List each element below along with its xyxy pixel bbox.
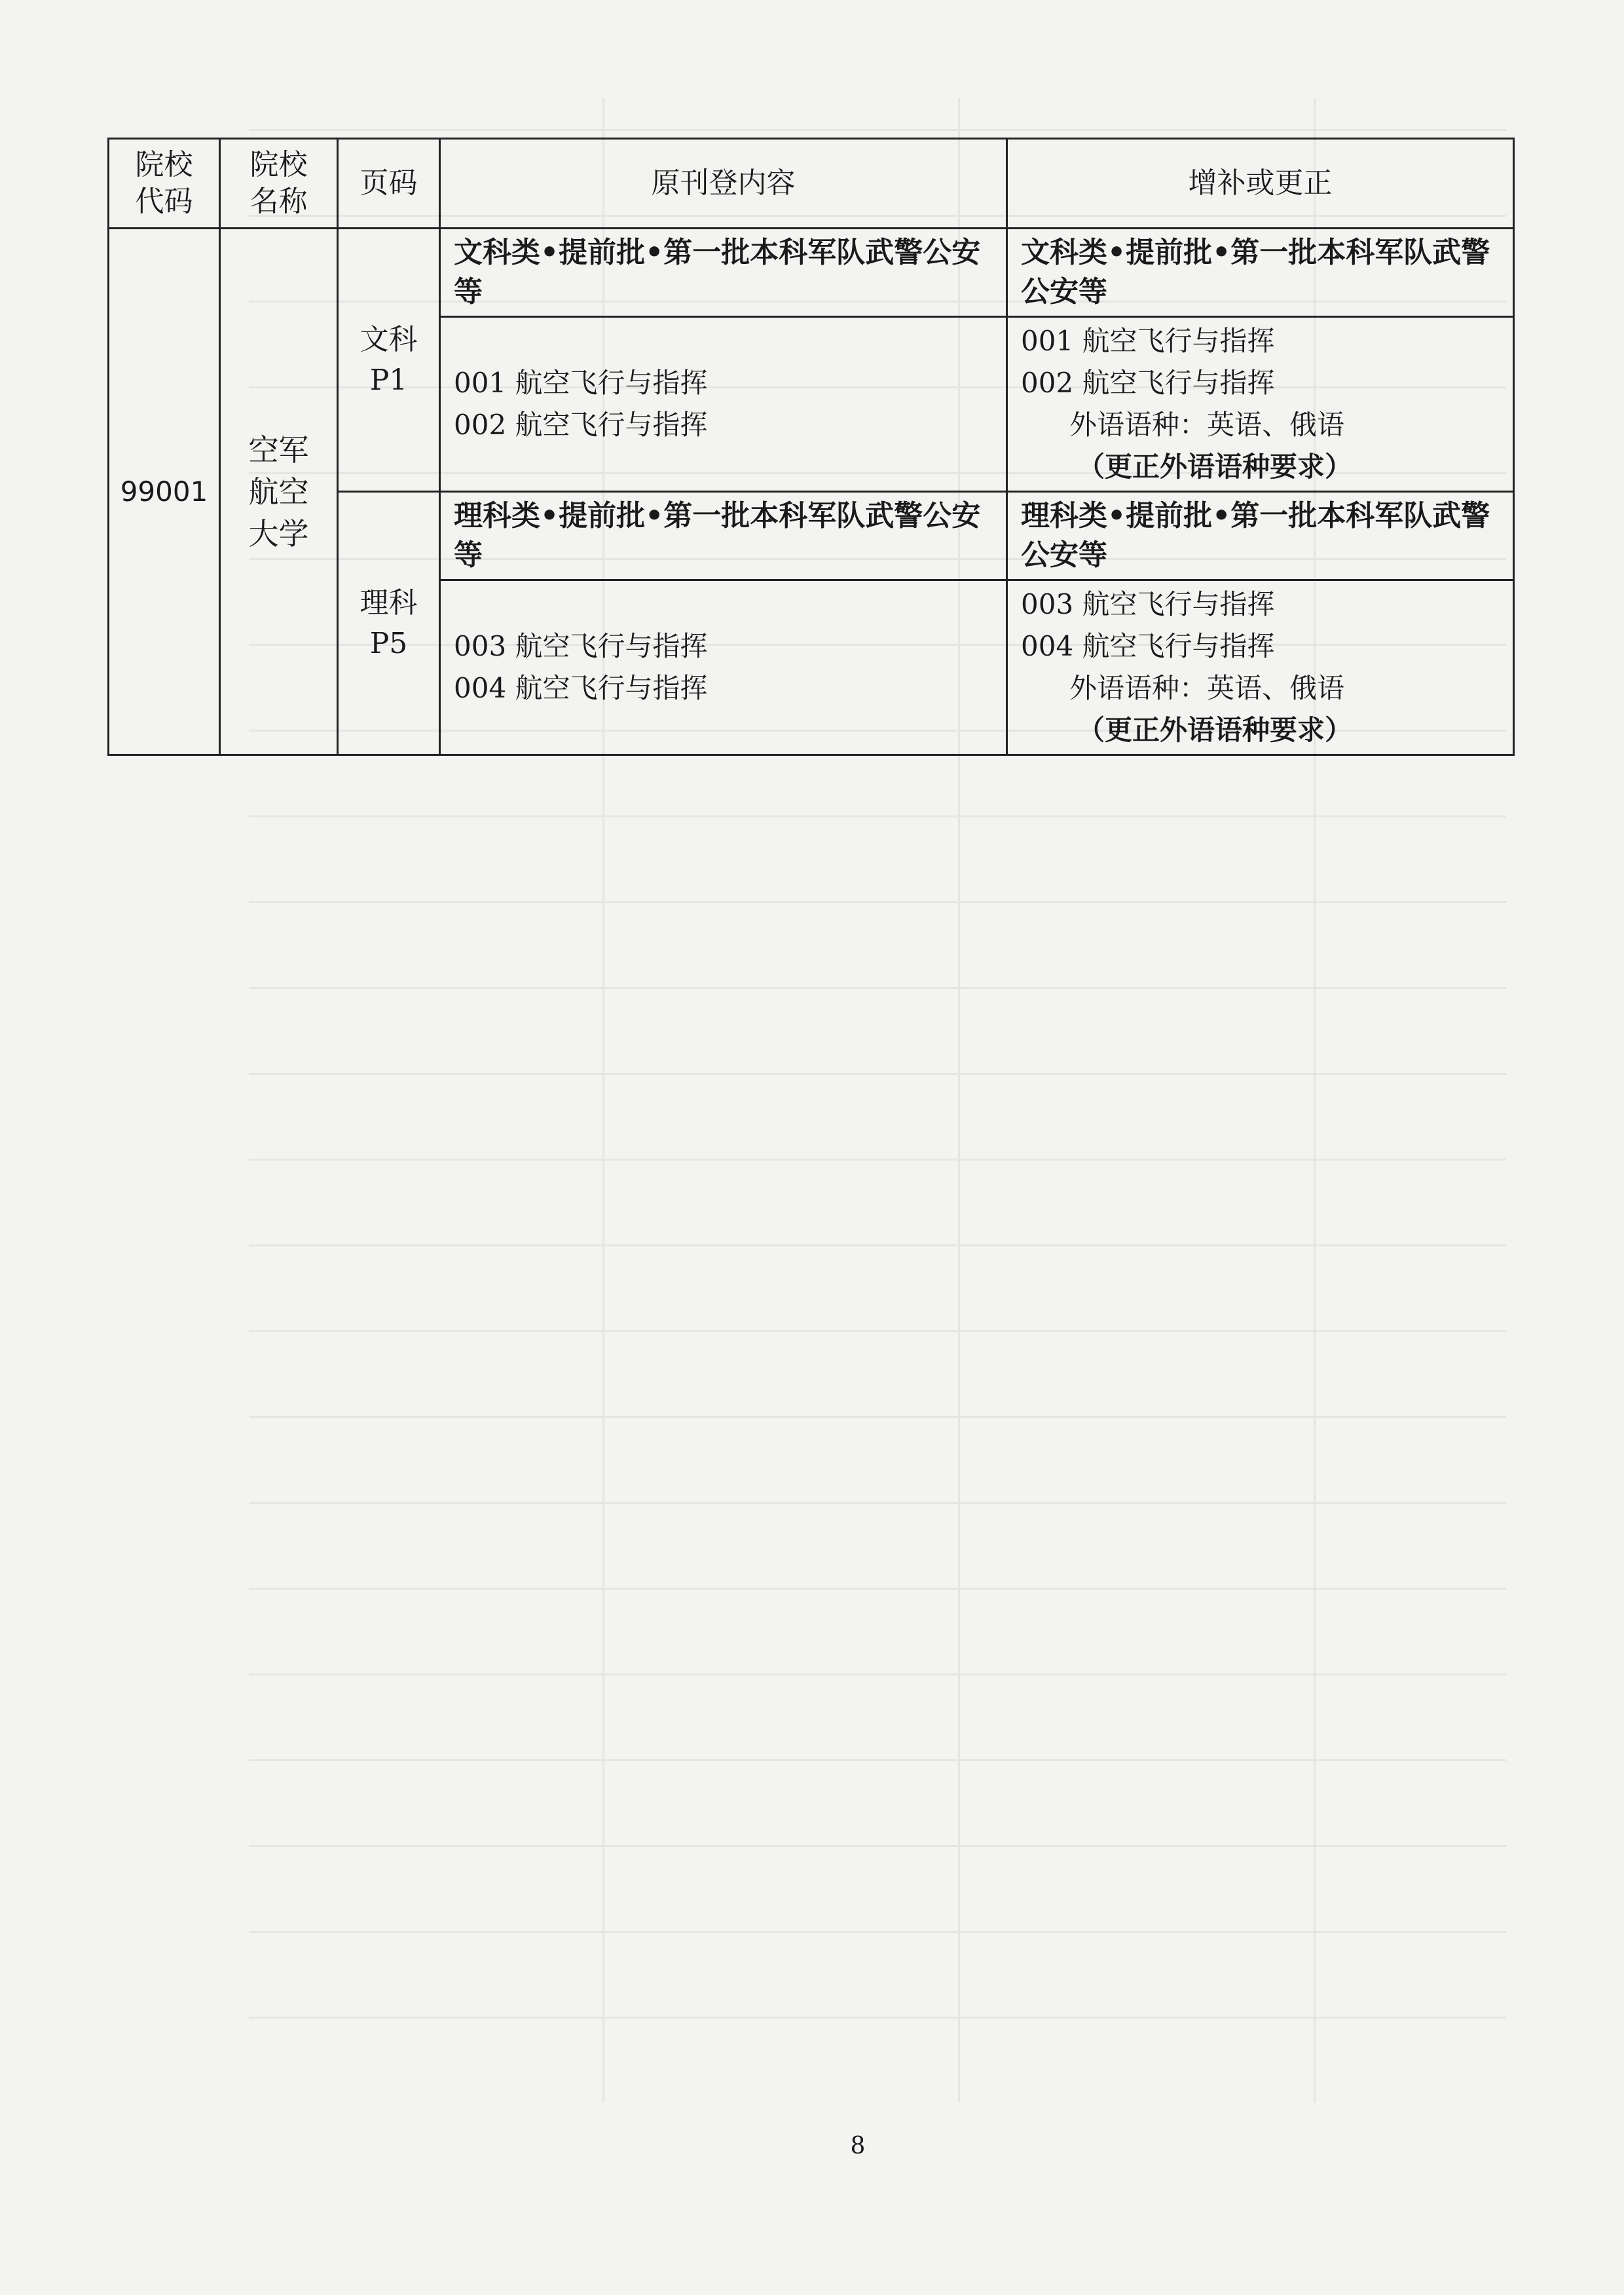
original-major-003: 003 航空飞行与指挥: [454, 630, 708, 662]
header-school-name-line1: 院校: [249, 148, 308, 181]
header-school-name-line2: 名称: [249, 185, 308, 218]
school-name-cell: [220, 229, 338, 755]
original-content-arts: [440, 317, 1007, 492]
correction-language-science: 外语语种：英语、俄语: [1069, 672, 1345, 704]
header-row: [109, 139, 1514, 229]
page-science-number: P5: [369, 626, 408, 660]
school-name-line2: 航空: [248, 474, 309, 510]
original-category-science: 理科类•提前批•第一批本科军队武警公安等: [440, 492, 1007, 580]
header-school-name: [220, 139, 338, 229]
header-school-code: [109, 139, 220, 229]
correction-category-science: 理科类•提前批•第一批本科军队武警公安等: [1007, 492, 1514, 580]
corrections-table: [107, 138, 1515, 756]
original-major-004: 004 航空飞行与指挥: [454, 672, 708, 704]
page-arts-number: P1: [369, 363, 408, 397]
correction-note-arts: （更正外语语种要求）: [1077, 451, 1353, 483]
page-science-label: 理科: [360, 586, 418, 620]
school-name-line3: 大学: [248, 515, 309, 551]
page-cell-arts: [338, 229, 440, 492]
original-major-001: 001 航空飞行与指挥: [454, 367, 708, 399]
correction-major-004: 004 航空飞行与指挥: [1021, 630, 1275, 662]
correction-language-arts: 外语语种：英语、俄语: [1069, 409, 1345, 441]
header-correction: 增补或更正: [1007, 139, 1514, 229]
original-content-science: [440, 580, 1007, 755]
correction-major-001: 001 航空飞行与指挥: [1021, 325, 1275, 357]
original-category-arts: 文科类•提前批•第一批本科军队武警公安等: [440, 229, 1007, 317]
correction-note-science: （更正外语语种要求）: [1077, 714, 1353, 746]
arts-category-row: [109, 229, 1514, 317]
header-original-content: 原刊登内容: [440, 139, 1007, 229]
correction-major-002: 002 航空飞行与指挥: [1021, 367, 1275, 399]
correction-major-003: 003 航空飞行与指挥: [1021, 588, 1275, 620]
page-arts-label: 文科: [360, 322, 418, 356]
school-name-line1: 空军: [248, 432, 309, 468]
header-school-code-line2: 代码: [135, 185, 193, 218]
page-cell-science: [338, 492, 440, 755]
school-code-cell: 99001: [109, 229, 220, 755]
correction-content-arts: [1007, 317, 1514, 492]
original-major-002: 002 航空飞行与指挥: [454, 409, 708, 441]
header-school-code-line1: 院校: [135, 148, 193, 181]
page-number: 8: [850, 2133, 866, 2159]
correction-category-arts: 文科类•提前批•第一批本科军队武警公安等: [1007, 229, 1514, 317]
header-page: 页码: [338, 139, 440, 229]
correction-content-science: [1007, 580, 1514, 755]
